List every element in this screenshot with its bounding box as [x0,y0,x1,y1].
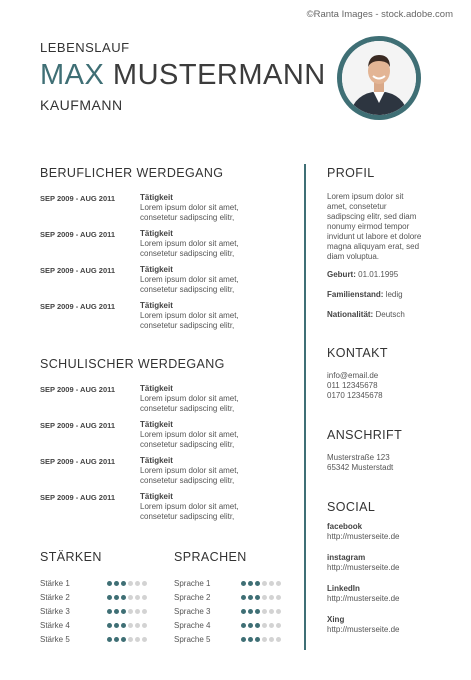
birth-info: Geburt: 01.01.1995 [327,270,399,279]
entry-desc: Lorem ipsum dolor sit amet, [140,502,239,511]
skill-label: Stärke 1 [40,578,70,588]
rating-dot-empty [142,623,147,628]
language-rating [241,637,281,642]
rating-dot-filled [107,595,112,600]
entry-title: Tätigkeit [140,456,173,465]
rating-dot-filled [121,637,126,642]
entry-desc: Lorem ipsum dolor sit amet, [140,466,239,475]
social-entry [327,522,452,553]
strengths-list [40,576,160,646]
rating-dot-empty [135,637,140,642]
career-entry [40,193,295,229]
entry-date: SEP 2009 - AUG 2011 [40,302,116,311]
rating-dot-filled [248,623,253,628]
skill-row [40,590,160,604]
entry-desc: Lorem ipsum dolor sit amet, [140,394,239,403]
contact-phone: 011 12345678 [327,381,378,390]
rating-dot-filled [121,609,126,614]
skill-label: Stärke 5 [40,634,70,644]
career-list [40,193,295,337]
rating-dot-filled [241,623,246,628]
language-label: Sprache 1 [174,578,211,588]
rating-dot-empty [142,581,147,586]
rating-dot-empty [276,637,281,642]
rating-dot-filled [121,595,126,600]
rating-dot-empty [142,637,147,642]
rating-dot-empty [262,637,267,642]
social-network-name: facebook [327,522,363,531]
entry-desc: Lorem ipsum dolor sit amet, [140,203,239,212]
language-row [174,590,294,604]
rating-dot-empty [269,609,274,614]
language-rating [241,623,281,628]
entry-title: Tätigkeit [140,384,173,393]
language-label: Sprache 4 [174,620,211,630]
social-entry [327,584,452,615]
profile-title: PROFIL [327,166,375,180]
rating-dot-empty [128,609,133,614]
school-title: SCHULISCHER WERDEGANG [40,357,225,371]
social-url: http://musterseite.de [327,594,400,603]
skill-rating [107,609,147,614]
language-rating [241,581,281,586]
job-title: KAUFMANN [40,97,123,113]
entry-date: SEP 2009 - AUG 2011 [40,493,116,502]
languages-list [174,576,294,646]
social-title: SOCIAL [327,500,376,514]
school-entry [40,420,295,456]
entry-desc: consetetur sadipscing elitr, [140,213,235,222]
rating-dot-empty [262,595,267,600]
school-entry [40,492,295,528]
entry-desc: Lorem ipsum dolor sit amet, [140,275,239,284]
rating-dot-empty [276,609,281,614]
rating-dot-empty [262,581,267,586]
rating-dot-filled [114,623,119,628]
profile-text-line: invidunt ut labore et dolore [327,232,422,241]
address-street: Musterstraße 123 [327,453,390,462]
entry-desc: consetetur sadipscing elitr, [140,512,235,521]
social-url: http://musterseite.de [327,563,400,572]
address-city: 65342 Musterstadt [327,463,394,472]
entry-desc: consetetur sadipscing elitr, [140,285,235,294]
rating-dot-filled [255,623,260,628]
portrait-image [342,41,416,115]
language-row [174,604,294,618]
language-rating [241,595,281,600]
social-url: http://musterseite.de [327,625,400,634]
language-rating [241,609,281,614]
rating-dot-filled [255,637,260,642]
language-label: Sprache 3 [174,606,211,616]
rating-dot-empty [128,581,133,586]
document-label: LEBENSLAUF [40,40,130,55]
rating-dot-filled [114,595,119,600]
entry-date: SEP 2009 - AUG 2011 [40,385,116,394]
career-entry [40,301,295,337]
profile-text-line: sadipscing elitr, sed diam [327,212,417,221]
rating-dot-filled [255,581,260,586]
rating-dot-empty [128,595,133,600]
rating-dot-empty [262,609,267,614]
rating-dot-empty [135,609,140,614]
profile-photo [337,36,421,120]
skill-row [40,632,160,646]
entry-date: SEP 2009 - AUG 2011 [40,230,116,239]
skill-label: Stärke 4 [40,620,70,630]
career-title: BERUFLICHER WERDEGANG [40,166,224,180]
family-status-info: Familienstand: ledig [327,290,403,299]
language-row [174,618,294,632]
rating-dot-filled [241,609,246,614]
skill-label: Stärke 3 [40,606,70,616]
rating-dot-empty [269,581,274,586]
career-entry [40,265,295,301]
rating-dot-filled [114,637,119,642]
school-entry [40,384,295,420]
social-entry [327,553,452,584]
languages-title: SPRACHEN [174,550,247,564]
rating-dot-filled [241,637,246,642]
entry-desc: consetetur sadipscing elitr, [140,440,235,449]
rating-dot-filled [107,609,112,614]
entry-date: SEP 2009 - AUG 2011 [40,421,116,430]
rating-dot-empty [135,581,140,586]
rating-dot-empty [142,609,147,614]
rating-dot-filled [248,595,253,600]
rating-dot-filled [121,623,126,628]
skill-row [40,576,160,590]
social-network-name: instagram [327,553,366,562]
profile-text-line: nonumy eirmod tempor [327,222,410,231]
rating-dot-empty [135,595,140,600]
school-entry [40,456,295,492]
entry-desc: Lorem ipsum dolor sit amet, [140,430,239,439]
skill-row [40,618,160,632]
skill-rating [107,623,147,628]
skill-rating [107,637,147,642]
rating-dot-filled [255,609,260,614]
entry-date: SEP 2009 - AUG 2011 [40,266,116,275]
social-section [327,500,452,646]
rating-dot-empty [276,595,281,600]
rating-dot-empty [142,595,147,600]
school-list [40,384,295,528]
rating-dot-filled [255,595,260,600]
social-entry [327,615,452,646]
social-url: http://musterseite.de [327,532,400,541]
rating-dot-empty [276,581,281,586]
language-label: Sprache 2 [174,592,211,602]
language-row [174,632,294,646]
entry-desc: Lorem ipsum dolor sit amet, [140,311,239,320]
entry-title: Tätigkeit [140,301,173,310]
profile-text-line: diam voluptua. [327,252,380,261]
rating-dot-empty [128,623,133,628]
entry-title: Tätigkeit [140,420,173,429]
contact-section [327,346,452,401]
rating-dot-empty [269,595,274,600]
contact-email: info@email.de [327,371,379,380]
skill-rating [107,581,147,586]
first-name: MAX [40,59,105,91]
rating-dot-filled [107,623,112,628]
entry-date: SEP 2009 - AUG 2011 [40,457,116,466]
person-name [40,59,326,91]
skill-row [40,604,160,618]
address-section [327,428,452,473]
address-title: ANSCHRIFT [327,428,403,442]
entry-title: Tätigkeit [140,193,173,202]
entry-desc: consetetur sadipscing elitr, [140,476,235,485]
rating-dot-filled [107,581,112,586]
profile-section [327,166,452,319]
rating-dot-filled [241,581,246,586]
language-label: Sprache 5 [174,634,211,644]
rating-dot-empty [276,623,281,628]
social-network-name: Xing [327,615,345,624]
career-entry [40,229,295,265]
profile-text-line: amet, consetetur [327,202,387,211]
rating-dot-empty [269,623,274,628]
profile-text-line: Lorem ipsum dolor sit [327,192,404,201]
entry-desc: consetetur sadipscing elitr, [140,249,235,258]
last-name: MUSTERMANN [112,59,326,91]
column-divider [304,164,306,650]
entry-desc: consetetur sadipscing elitr, [140,404,235,413]
entry-title: Tätigkeit [140,229,173,238]
rating-dot-filled [121,581,126,586]
contact-mobile: 0170 12345678 [327,391,383,400]
rating-dot-filled [241,595,246,600]
social-network-name: LinkedIn [327,584,360,593]
rating-dot-empty [269,637,274,642]
language-row [174,576,294,590]
profile-text-line: magna aliquyam erat, sed [327,242,420,251]
entry-desc: Lorem ipsum dolor sit amet, [140,239,239,248]
header [40,40,326,113]
rating-dot-empty [135,623,140,628]
rating-dot-filled [114,581,119,586]
nationality-info: Nationalität: Deutsch [327,310,405,319]
entry-title: Tätigkeit [140,492,173,501]
entry-date: SEP 2009 - AUG 2011 [40,194,116,203]
entry-title: Tätigkeit [140,265,173,274]
rating-dot-empty [262,623,267,628]
skill-rating [107,595,147,600]
rating-dot-filled [248,581,253,586]
contact-title: KONTAKT [327,346,388,360]
rating-dot-filled [114,609,119,614]
skill-label: Stärke 2 [40,592,70,602]
rating-dot-empty [128,637,133,642]
rating-dot-filled [248,609,253,614]
image-credit: ©Ranta Images - stock.adobe.com [306,9,453,20]
entry-desc: consetetur sadipscing elitr, [140,321,235,330]
rating-dot-filled [107,637,112,642]
rating-dot-filled [248,637,253,642]
strengths-title: STÄRKEN [40,550,102,564]
